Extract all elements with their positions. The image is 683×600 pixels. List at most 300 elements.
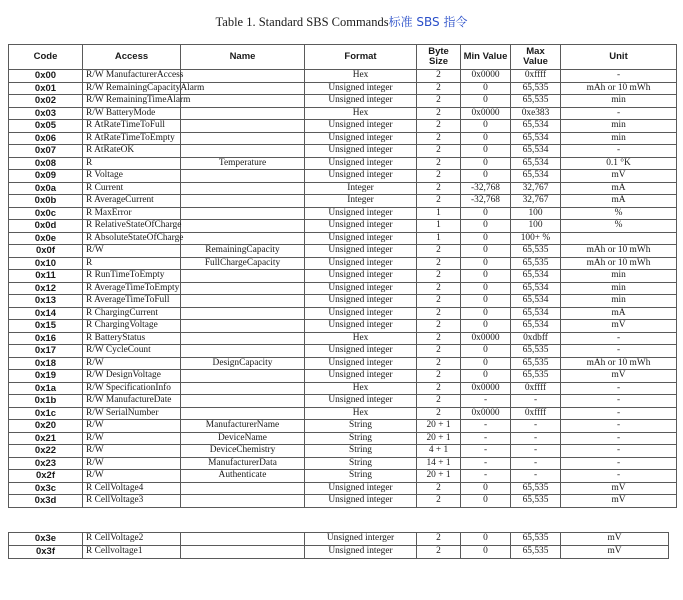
cell-unit: - <box>561 407 677 420</box>
cell-code: 0x0e <box>9 232 83 245</box>
table-title-chinese: 标准 SBS 指令 <box>388 15 468 29</box>
cell-min-value: 0 <box>461 482 511 495</box>
cell-unit: mV <box>561 170 677 183</box>
cell-format: Unsigned integer <box>305 207 417 220</box>
cell-format: Hex <box>305 70 417 83</box>
cell-min-value: 0 <box>461 95 511 108</box>
cell-format: Integer <box>305 195 417 208</box>
cell-access: R/W SerialNumber <box>83 407 181 420</box>
table-row <box>9 370 677 383</box>
table-row <box>9 270 677 283</box>
cell-max-value: 65,535 <box>511 82 561 95</box>
cell-access: R CellVoltage4 <box>83 482 181 495</box>
cell-code: 0x06 <box>9 132 83 145</box>
cell-access: R/W <box>83 245 181 258</box>
cell-byte-size: 2 <box>417 170 461 183</box>
cell-max-value: 65,534 <box>511 320 561 333</box>
cell-name: Temperature <box>181 157 305 170</box>
table-header-row <box>9 45 677 70</box>
cell-format: Hex <box>305 332 417 345</box>
table-row <box>9 407 677 420</box>
cell-byte-size: 1 <box>417 220 461 233</box>
cell-min-value: 0 <box>461 533 511 546</box>
cell-access: R Current <box>83 182 181 195</box>
cell-name <box>181 207 305 220</box>
cell-name <box>181 270 305 283</box>
cell-min-value: 0 <box>461 245 511 258</box>
table-title <box>0 13 683 30</box>
cell-name <box>181 195 305 208</box>
cell-name <box>181 120 305 133</box>
cell-min-value: 0x0000 <box>461 382 511 395</box>
cell-byte-size: 2 <box>417 320 461 333</box>
cell-name: ManufacturerData <box>181 457 305 470</box>
cell-min-value: 0 <box>461 232 511 245</box>
cell-unit: % <box>561 207 677 220</box>
cell-max-value: 65,534 <box>511 170 561 183</box>
cell-byte-size: 2 <box>417 533 461 546</box>
table-body-continued <box>9 533 669 559</box>
cell-access: R/W ManufacturerAccess <box>83 70 181 83</box>
cell-min-value: - <box>461 420 511 433</box>
cell-name <box>181 370 305 383</box>
cell-format: Unsigned integer <box>305 357 417 370</box>
cell-max-value: - <box>511 420 561 433</box>
cell-unit: min <box>561 120 677 133</box>
cell-byte-size: 2 <box>417 132 461 145</box>
cell-access: R RelativeStateOfCharge <box>83 220 181 233</box>
cell-access: R/W RemainingCapacityAlarm <box>83 82 181 95</box>
cell-unit: - <box>561 445 677 458</box>
cell-access: R MaxError <box>83 207 181 220</box>
cell-max-value: 65,534 <box>511 307 561 320</box>
cell-max-value: 0xffff <box>511 407 561 420</box>
cell-access: R/W RemainingTimeAlarm <box>83 95 181 108</box>
cell-min-value: 0 <box>461 257 511 270</box>
cell-min-value: 0 <box>461 282 511 295</box>
cell-max-value: 32,767 <box>511 195 561 208</box>
cell-min-value: 0 <box>461 207 511 220</box>
cell-access: R BatteryStatus <box>83 332 181 345</box>
cell-byte-size: 2 <box>417 70 461 83</box>
cell-access: R/W ManufactureDate <box>83 395 181 408</box>
cell-byte-size: 20 + 1 <box>417 420 461 433</box>
cell-byte-size: 2 <box>417 157 461 170</box>
cell-name <box>181 345 305 358</box>
cell-name <box>181 170 305 183</box>
cell-format: Unsigned integer <box>305 546 417 559</box>
cell-min-value: 0 <box>461 546 511 559</box>
cell-access: R AtRateTimeToEmpty <box>83 132 181 145</box>
cell-min-value: - <box>461 445 511 458</box>
cell-unit: mV <box>561 533 669 546</box>
table-row <box>9 445 677 458</box>
cell-name <box>181 407 305 420</box>
cell-unit: - <box>561 470 677 483</box>
cell-min-value: 0 <box>461 320 511 333</box>
cell-byte-size: 2 <box>417 345 461 358</box>
cell-code: 0x0d <box>9 220 83 233</box>
cell-access: R <box>83 257 181 270</box>
cell-min-value: 0x0000 <box>461 70 511 83</box>
cell-max-value: 65,535 <box>511 546 561 559</box>
table-row <box>9 320 677 333</box>
cell-code: 0x1c <box>9 407 83 420</box>
cell-byte-size: 1 <box>417 207 461 220</box>
cell-unit: - <box>561 457 677 470</box>
table-row <box>9 357 677 370</box>
cell-min-value: 0 <box>461 170 511 183</box>
cell-max-value: 100 <box>511 220 561 233</box>
cell-access: R <box>83 157 181 170</box>
cell-byte-size: 2 <box>417 257 461 270</box>
cell-unit: mV <box>561 320 677 333</box>
cell-format: Hex <box>305 407 417 420</box>
cell-min-value: 0 <box>461 295 511 308</box>
cell-name <box>181 482 305 495</box>
table-title-text: Table 1. Standard SBS Commands <box>215 15 389 29</box>
cell-max-value: 65,535 <box>511 482 561 495</box>
cell-access: R/W DesignVoltage <box>83 370 181 383</box>
cell-access: R CellVoltage3 <box>83 495 181 508</box>
header-name: Name <box>181 45 305 70</box>
cell-format: Unsigned integer <box>305 482 417 495</box>
cell-code: 0x12 <box>9 282 83 295</box>
cell-format: Unsigned integer <box>305 495 417 508</box>
cell-code: 0x0b <box>9 195 83 208</box>
cell-code: 0x3f <box>9 546 83 559</box>
cell-byte-size: 2 <box>417 245 461 258</box>
cell-access: R AbsoluteStateOfCharge <box>83 232 181 245</box>
cell-name <box>181 132 305 145</box>
cell-format: Hex <box>305 382 417 395</box>
cell-access: R/W BatteryMode <box>83 107 181 120</box>
cell-byte-size: 1 <box>417 232 461 245</box>
cell-min-value: 0 <box>461 307 511 320</box>
cell-name: DesignCapacity <box>181 357 305 370</box>
cell-byte-size: 2 <box>417 357 461 370</box>
cell-max-value: 65,534 <box>511 282 561 295</box>
table-row <box>9 470 677 483</box>
cell-code: 0x0f <box>9 245 83 258</box>
cell-name: RemainingCapacity <box>181 245 305 258</box>
cell-max-value: 0xffff <box>511 382 561 395</box>
cell-max-value: 65,535 <box>511 345 561 358</box>
cell-code: 0x05 <box>9 120 83 133</box>
table-row <box>9 107 677 120</box>
sbs-commands-table <box>8 44 677 508</box>
table-row <box>9 220 677 233</box>
cell-name: FullChargeCapacity <box>181 257 305 270</box>
cell-format: Unsigned integer <box>305 295 417 308</box>
cell-name <box>181 70 305 83</box>
cell-max-value: 100 <box>511 207 561 220</box>
cell-code: 0x07 <box>9 145 83 158</box>
table-row <box>9 120 677 133</box>
table-row <box>9 482 677 495</box>
cell-unit: min <box>561 132 677 145</box>
cell-min-value: 0x0000 <box>461 107 511 120</box>
cell-unit: - <box>561 382 677 395</box>
cell-name <box>181 332 305 345</box>
cell-max-value: - <box>511 395 561 408</box>
cell-min-value: 0 <box>461 370 511 383</box>
cell-byte-size: 2 <box>417 382 461 395</box>
cell-byte-size: 2 <box>417 145 461 158</box>
cell-name <box>181 182 305 195</box>
cell-byte-size: 2 <box>417 107 461 120</box>
cell-byte-size: 2 <box>417 270 461 283</box>
cell-name <box>181 395 305 408</box>
cell-max-value: - <box>511 470 561 483</box>
cell-name <box>181 382 305 395</box>
cell-access: R/W <box>83 457 181 470</box>
table-row <box>9 420 677 433</box>
cell-format: String <box>305 420 417 433</box>
cell-unit: mA <box>561 307 677 320</box>
cell-access: R/W <box>83 432 181 445</box>
cell-unit: mAh or 10 mWh <box>561 257 677 270</box>
table-row <box>9 395 677 408</box>
table-row <box>9 282 677 295</box>
cell-code: 0x08 <box>9 157 83 170</box>
cell-code: 0x17 <box>9 345 83 358</box>
table-row <box>9 157 677 170</box>
cell-max-value: 100+ % <box>511 232 561 245</box>
table-row <box>9 546 669 559</box>
cell-name <box>181 145 305 158</box>
sbs-commands-table-continued <box>8 532 669 559</box>
header-unit: Unit <box>561 45 677 70</box>
cell-code: 0x11 <box>9 270 83 283</box>
cell-max-value: 65,534 <box>511 157 561 170</box>
cell-format: Unsigned integer <box>305 95 417 108</box>
cell-byte-size: 2 <box>417 120 461 133</box>
cell-format: Unsigned integer <box>305 220 417 233</box>
cell-code: 0x2f <box>9 470 83 483</box>
cell-code: 0x3d <box>9 495 83 508</box>
table-row <box>9 145 677 158</box>
cell-access: R CellVoltage2 <box>83 533 181 546</box>
cell-unit: mAh or 10 mWh <box>561 82 677 95</box>
table-row <box>9 195 677 208</box>
cell-unit: mV <box>561 495 677 508</box>
cell-max-value: 65,535 <box>511 495 561 508</box>
cell-code: 0x1a <box>9 382 83 395</box>
header-max-value: Max Value <box>511 45 561 70</box>
cell-code: 0x13 <box>9 295 83 308</box>
cell-code: 0x03 <box>9 107 83 120</box>
cell-unit: - <box>561 345 677 358</box>
cell-unit <box>561 232 677 245</box>
cell-min-value: 0 <box>461 82 511 95</box>
cell-code: 0x22 <box>9 445 83 458</box>
table-row <box>9 232 677 245</box>
cell-name: DeviceChemistry <box>181 445 305 458</box>
cell-format: Unsigned integer <box>305 232 417 245</box>
cell-name <box>181 95 305 108</box>
cell-access: R RunTimeToEmpty <box>83 270 181 283</box>
cell-max-value: 65,534 <box>511 145 561 158</box>
table-row <box>9 457 677 470</box>
cell-byte-size: 2 <box>417 332 461 345</box>
cell-name <box>181 495 305 508</box>
cell-format: String <box>305 432 417 445</box>
cell-unit: - <box>561 332 677 345</box>
header-min-value: Min Value <box>461 45 511 70</box>
cell-min-value: - <box>461 457 511 470</box>
cell-format: Unsigned integer <box>305 245 417 258</box>
table-row <box>9 345 677 358</box>
header-format: Format <box>305 45 417 70</box>
cell-code: 0x20 <box>9 420 83 433</box>
cell-byte-size: 20 + 1 <box>417 470 461 483</box>
cell-byte-size: 2 <box>417 295 461 308</box>
cell-format: Unsigned integer <box>305 120 417 133</box>
cell-byte-size: 2 <box>417 195 461 208</box>
cell-min-value: -32,768 <box>461 195 511 208</box>
cell-code: 0x19 <box>9 370 83 383</box>
cell-max-value: 32,767 <box>511 182 561 195</box>
cell-min-value: 0 <box>461 157 511 170</box>
cell-unit: - <box>561 70 677 83</box>
table-row <box>9 132 677 145</box>
cell-byte-size: 4 + 1 <box>417 445 461 458</box>
cell-code: 0x01 <box>9 82 83 95</box>
cell-max-value: 65,534 <box>511 120 561 133</box>
cell-unit: min <box>561 282 677 295</box>
cell-code: 0x16 <box>9 332 83 345</box>
table-body <box>9 70 677 508</box>
cell-max-value: 65,534 <box>511 270 561 283</box>
cell-min-value: 0 <box>461 357 511 370</box>
cell-max-value: - <box>511 432 561 445</box>
cell-code: 0x23 <box>9 457 83 470</box>
header-byte-size: Byte Size <box>417 45 461 70</box>
cell-format: String <box>305 445 417 458</box>
cell-min-value: 0x0000 <box>461 407 511 420</box>
cell-format: Unsigned integer <box>305 307 417 320</box>
cell-code: 0x21 <box>9 432 83 445</box>
cell-code: 0x0a <box>9 182 83 195</box>
table-row <box>9 295 677 308</box>
cell-format: Unsigned interger <box>305 533 417 546</box>
cell-code: 0x3e <box>9 533 83 546</box>
cell-min-value: 0 <box>461 270 511 283</box>
cell-access: R Voltage <box>83 170 181 183</box>
cell-format: Integer <box>305 182 417 195</box>
cell-access: R Cellvoltage1 <box>83 546 181 559</box>
cell-code: 0x10 <box>9 257 83 270</box>
cell-unit: - <box>561 395 677 408</box>
cell-min-value: - <box>461 395 511 408</box>
table-row <box>9 70 677 83</box>
cell-max-value: 65,535 <box>511 533 561 546</box>
cell-format: Unsigned integer <box>305 345 417 358</box>
cell-unit: mAh or 10 mWh <box>561 357 677 370</box>
cell-name <box>181 546 305 559</box>
cell-max-value: 65,535 <box>511 370 561 383</box>
cell-format: Unsigned integer <box>305 157 417 170</box>
cell-name <box>181 107 305 120</box>
cell-byte-size: 2 <box>417 182 461 195</box>
cell-byte-size: 2 <box>417 82 461 95</box>
cell-format: Unsigned integer <box>305 395 417 408</box>
cell-max-value: 65,535 <box>511 95 561 108</box>
cell-access: R AverageTimeToFull <box>83 295 181 308</box>
cell-unit: mAh or 10 mWh <box>561 245 677 258</box>
cell-code: 0x02 <box>9 95 83 108</box>
cell-min-value: 0 <box>461 220 511 233</box>
cell-format: Unsigned integer <box>305 132 417 145</box>
table-row <box>9 332 677 345</box>
cell-code: 0x15 <box>9 320 83 333</box>
cell-format: Hex <box>305 107 417 120</box>
cell-unit: - <box>561 145 677 158</box>
cell-unit: mA <box>561 195 677 208</box>
cell-max-value: 65,535 <box>511 245 561 258</box>
cell-max-value: - <box>511 445 561 458</box>
table-row <box>9 257 677 270</box>
table-row <box>9 207 677 220</box>
cell-access: R/W SpecificationInfo <box>83 382 181 395</box>
cell-max-value: - <box>511 457 561 470</box>
header-code: Code <box>9 45 83 70</box>
cell-code: 0x0c <box>9 207 83 220</box>
cell-byte-size: 2 <box>417 95 461 108</box>
cell-access: R/W <box>83 470 181 483</box>
cell-byte-size: 20 + 1 <box>417 432 461 445</box>
cell-format: Unsigned integer <box>305 270 417 283</box>
cell-min-value: - <box>461 432 511 445</box>
cell-access: R AtRateTimeToFull <box>83 120 181 133</box>
cell-max-value: 0xdbff <box>511 332 561 345</box>
cell-byte-size: 2 <box>417 482 461 495</box>
cell-unit: 0.1 °K <box>561 157 677 170</box>
cell-unit: mA <box>561 182 677 195</box>
cell-min-value: -32,768 <box>461 182 511 195</box>
cell-unit: - <box>561 420 677 433</box>
cell-unit: mV <box>561 546 669 559</box>
table-row <box>9 245 677 258</box>
table-row <box>9 533 669 546</box>
cell-max-value: 65,535 <box>511 357 561 370</box>
cell-min-value: - <box>461 470 511 483</box>
cell-min-value: 0 <box>461 495 511 508</box>
cell-byte-size: 2 <box>417 495 461 508</box>
cell-byte-size: 2 <box>417 546 461 559</box>
cell-format: Unsigned integer <box>305 370 417 383</box>
table-row <box>9 432 677 445</box>
cell-format: Unsigned integer <box>305 145 417 158</box>
cell-format: Unsigned integer <box>305 282 417 295</box>
cell-format: Unsigned integer <box>305 170 417 183</box>
table-row <box>9 495 677 508</box>
cell-unit: min <box>561 295 677 308</box>
cell-unit: mV <box>561 482 677 495</box>
cell-min-value: 0 <box>461 120 511 133</box>
cell-name <box>181 220 305 233</box>
cell-format: Unsigned integer <box>305 320 417 333</box>
cell-min-value: 0 <box>461 132 511 145</box>
cell-access: R AverageTimeToEmpty <box>83 282 181 295</box>
cell-format: Unsigned integer <box>305 257 417 270</box>
cell-name: Authenticate <box>181 470 305 483</box>
cell-unit: min <box>561 95 677 108</box>
cell-max-value: 65,535 <box>511 257 561 270</box>
cell-byte-size: 2 <box>417 395 461 408</box>
cell-format: String <box>305 470 417 483</box>
